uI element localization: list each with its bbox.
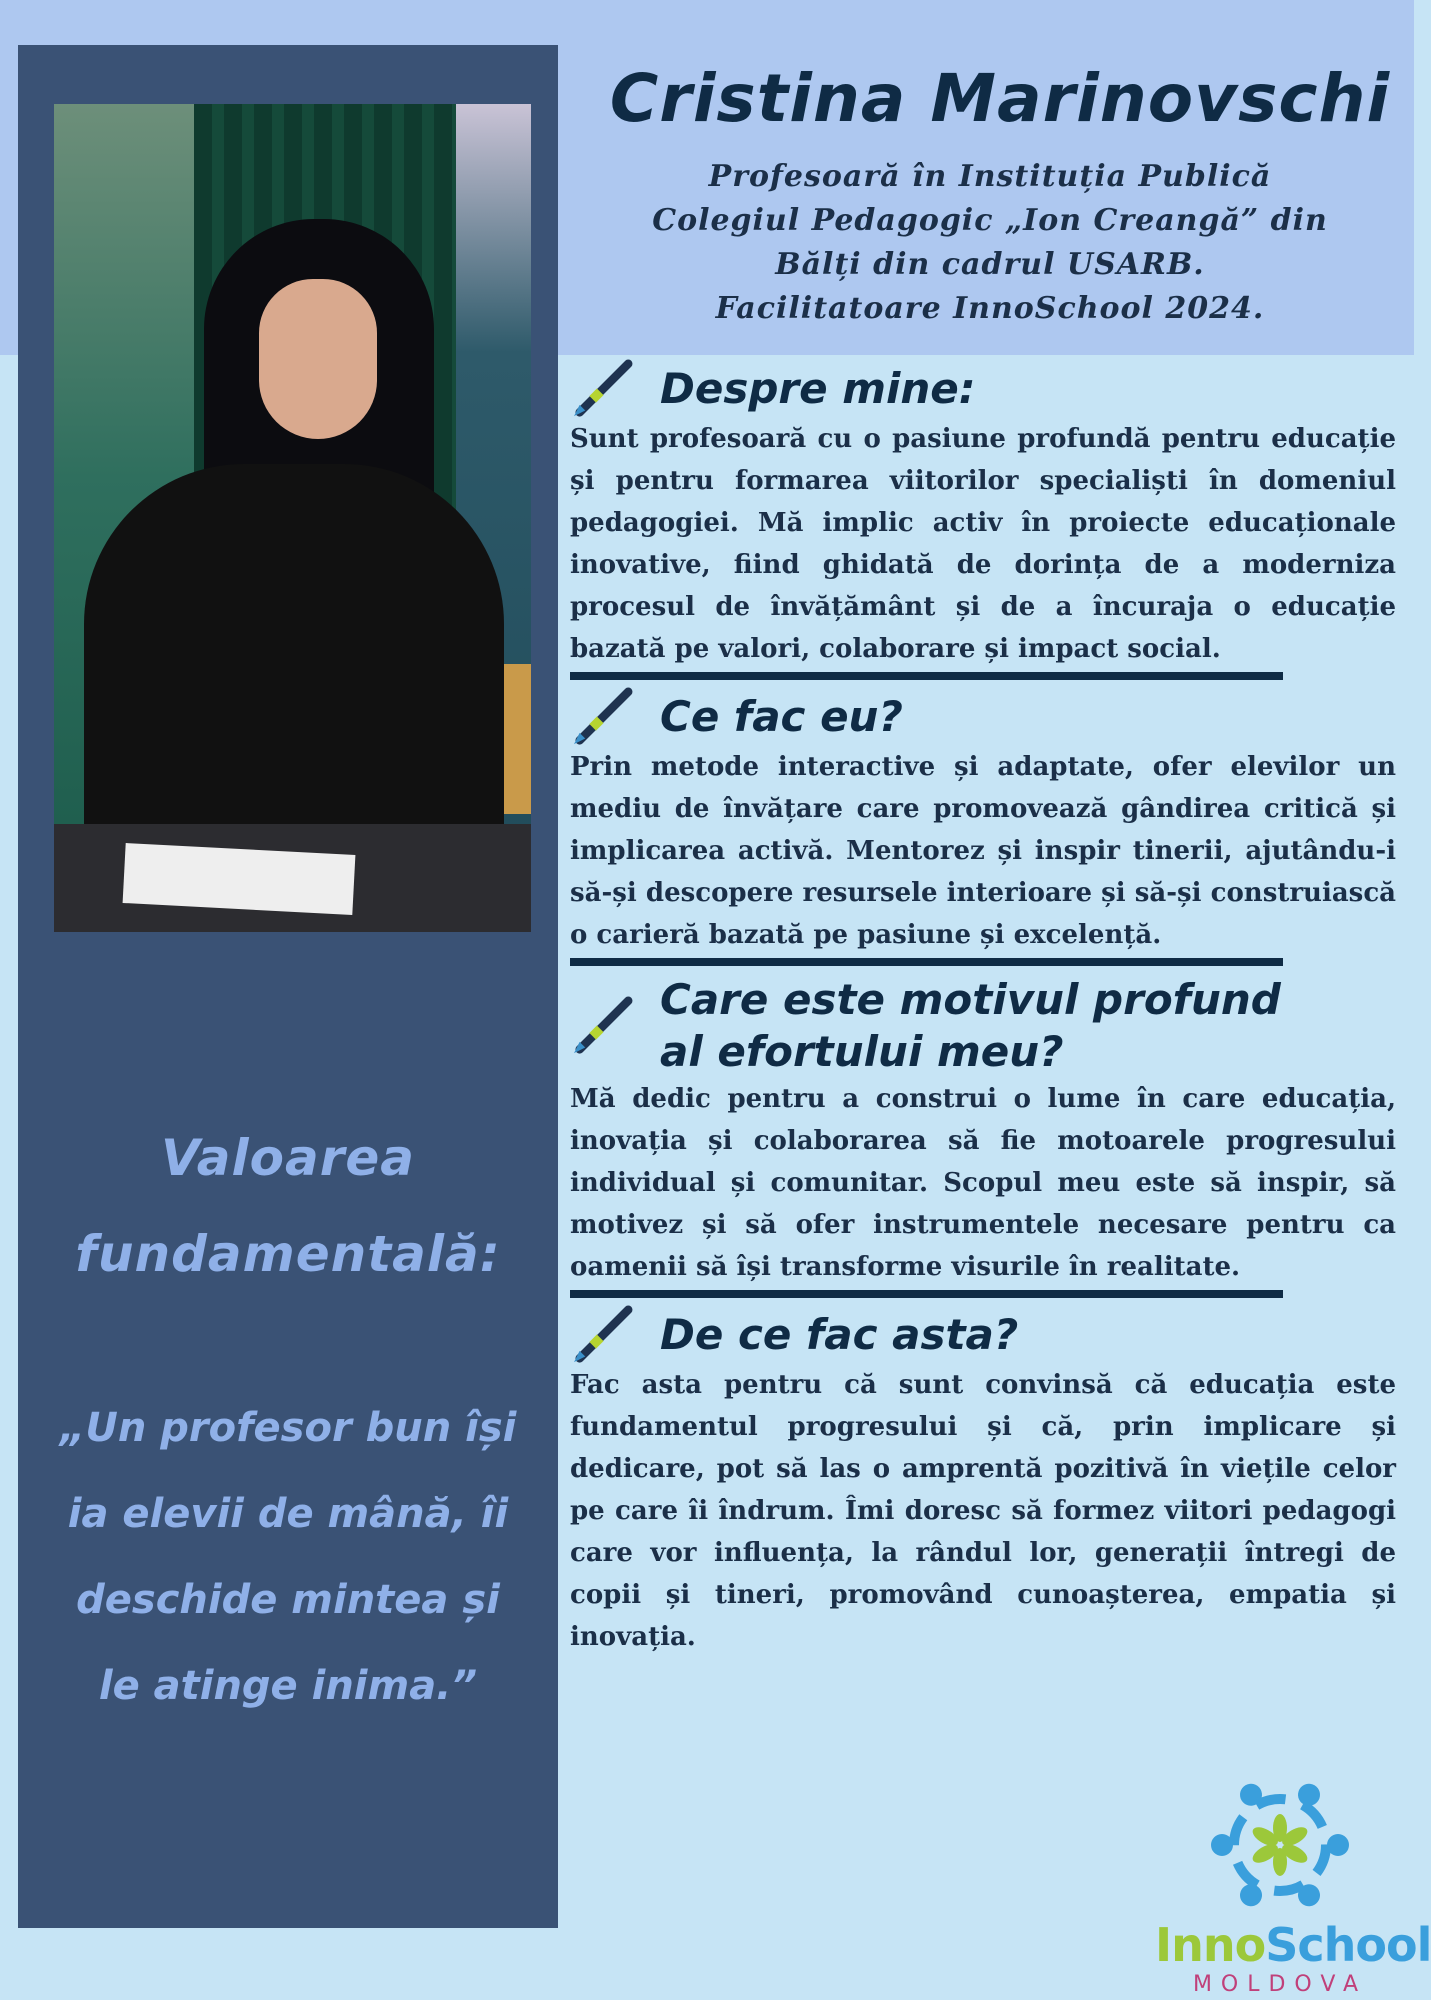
profile-photo xyxy=(54,104,531,932)
innoschool-logo xyxy=(1155,1775,1431,1999)
subtitle-line: Facilitatoare InnoSchool 2024. xyxy=(715,291,1265,326)
section-heading: De ce fac asta? xyxy=(660,1310,1019,1359)
section-motivation xyxy=(570,974,1396,1288)
innoschool-emblem-icon xyxy=(1155,1775,1405,1915)
divider xyxy=(570,672,1283,680)
quote-line: ia elevii de mână, îi xyxy=(67,1491,509,1537)
section-body: Mă dedic pentru a construi o lume în care educația, inovația și colaborarea să fie motoarele progresului individual și comunitar. Scopul meu este să inspir, să motivez și să ofer instrumentele necesare pentru ca oamenii să își transforme visurile în realitate. xyxy=(570,1084,1396,1282)
subtitle-line: Bălți din cadrul USARB. xyxy=(775,247,1205,282)
fountain-pen-icon xyxy=(570,1306,636,1364)
subtitle-line: Profesoară în Instituția Publică xyxy=(708,159,1272,194)
fountain-pen-icon xyxy=(570,997,636,1055)
quote-line: „Un profesor bun își xyxy=(59,1405,517,1451)
section-heading: Ce fac eu? xyxy=(660,692,903,741)
section-heading: al efortului meu? xyxy=(660,1027,1064,1076)
divider xyxy=(570,1290,1283,1298)
section-what-i-do xyxy=(570,688,1396,956)
core-value-title-line: Valoarea xyxy=(160,1129,416,1187)
section-heading: Despre mine: xyxy=(660,364,976,413)
section-heading: Care este motivul profund xyxy=(660,975,1281,1024)
core-value-title xyxy=(18,1110,558,1302)
content-column xyxy=(570,360,1396,1658)
quote-line: deschide mintea și xyxy=(76,1577,500,1623)
core-value-title-line: fundamentală: xyxy=(75,1225,501,1283)
section-about xyxy=(570,360,1396,670)
fountain-pen-icon xyxy=(570,360,636,418)
fountain-pen-icon xyxy=(570,688,636,746)
person-name: Cristina Marinovschi xyxy=(609,60,1391,137)
person-subtitle xyxy=(590,155,1390,331)
section-body: Sunt profesoară cu o pasiune profundă pentru educație și pentru formarea viitorilor specialiști în domeniul pedagogiei. Mă implic activ în proiecte educaționale inovative, fiind ghidată de dorința de a moderniza procesul de învățământ și de a încuraja o educație bazată pe valori, colaborare și impact social. xyxy=(570,424,1396,664)
core-value-quote xyxy=(18,1385,558,1729)
divider xyxy=(570,958,1283,966)
quote-line: le atinge inima.” xyxy=(98,1663,478,1709)
logo-wordmark: InnoSchool xyxy=(1155,1918,1431,1972)
logo-subtitle: MOLDOVA xyxy=(1192,1972,1368,1997)
section-body: Prin metode interactive și adaptate, ofer elevilor un mediu de învățare care promovează gândirea critică și implicarea activă. Mentorez și inspir tinerii, ajutându-i să-și descopere resursele interioare și să-și construiască o carieră bazată pe pasiune și excelență. xyxy=(570,752,1396,950)
section-body: Fac asta pentru că sunt convinsă că educația este fundamentul progresului și că, prin implicare și dedicare, pot să las o amprentă pozitivă în viețile celor pe care îi îndrum. Îmi doresc să formez viitori pedagogi care vor influența, la rândul lor, generații întregi de copii și tineri, promovând cunoașterea, empatia și inovația. xyxy=(570,1370,1396,1652)
section-why xyxy=(570,1306,1396,1658)
subtitle-line: Colegiul Pedagogic „Ion Creangă” din xyxy=(652,203,1328,238)
